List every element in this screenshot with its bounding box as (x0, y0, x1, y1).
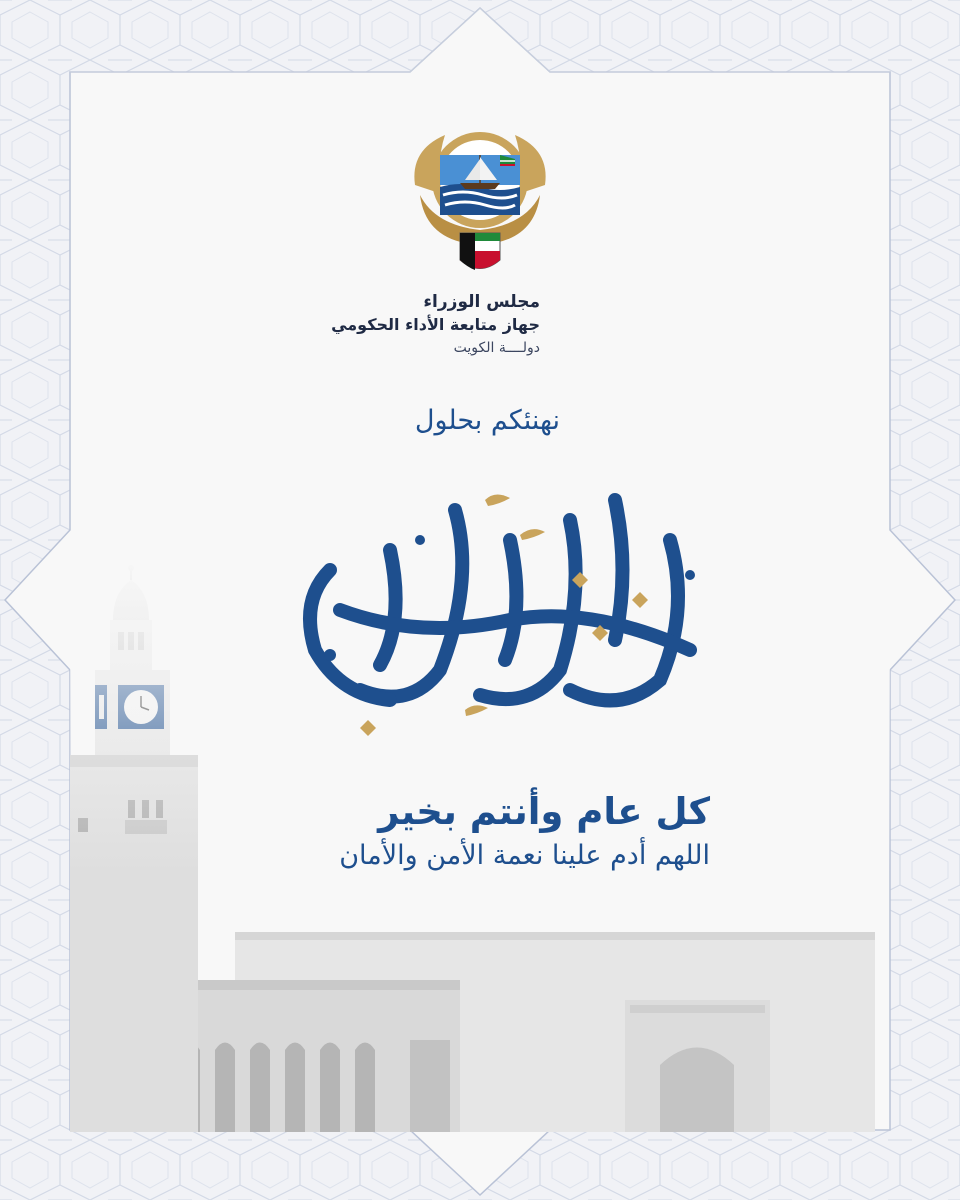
eid-calligraphy (270, 480, 710, 740)
wish-main-text: كل عام وأنتم بخير (378, 790, 710, 833)
kuwait-national-emblem-icon (405, 125, 555, 285)
wish-sub-text: اللهم أدم علينا نعمة الأمن والأمان (339, 840, 710, 871)
organization-department: جهاز متابعة الأداء الحكومي (331, 315, 540, 334)
organization-country: دولــــة الكويت (453, 340, 540, 356)
organization-name: مجلس الوزراء (423, 292, 540, 312)
greeting-text: نهنئكم بحلول (414, 405, 560, 436)
